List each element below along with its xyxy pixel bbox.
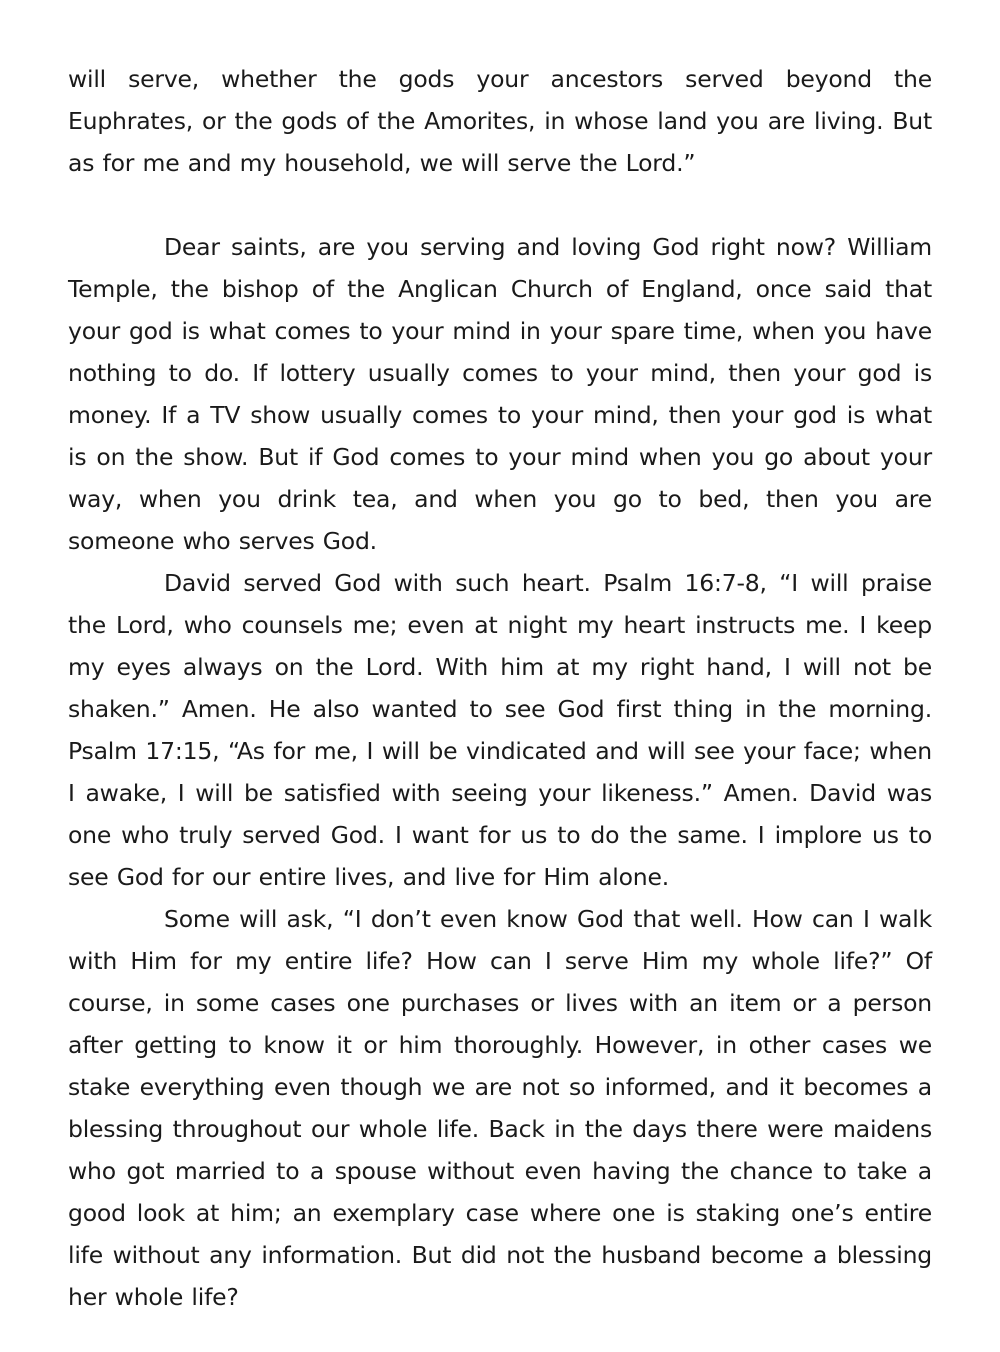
paragraph-some-will-ask: Some will ask, “I don’t even know God that well. How can I walk with Him for my entire life? How can I serve Him my whole life?” Of course, in some cases one purchases or lives with an item or a person after getting to know it or him thoroughly. However, in other cases we stake everything even though we are not so informed, and it becomes a blessing throughout our whole life. Back in the days there were maidens who got married to a spouse without even having the chance to take a good look at him; an exemplary case where one is staking one’s entire life without any information. But did not the husband become a blessing her whole life? [68,905,932,1311]
paragraph-continuation: will serve, whether the gods your ancestors served beyond the Euphrates, or the gods of the Amorites, in whose land you are living. But as for me and my household, we will serve the Lord.” [68,65,932,177]
paragraph-william-temple: Dear saints, are you serving and loving God right now? William Temple, the bishop of the Anglican Church of England, once said that your god is what comes to your mind in your spare time, when you have nothing to do. If lottery usually comes to your mind, then your god is money. If a TV show usually comes to your mind, then your god is what is on the show. But if God comes to your mind when you go about your way, when you drink tea, and when you go to bed, then you are someone who serves God. [68,233,932,555]
paragraph-david-served-god: David served God with such heart. Psalm 16:7-8, “I will praise the Lord, who counsels me; even at night my heart instructs me. I keep my eyes always on the Lord. With him at my right hand, I will not be shaken.” Amen. He also wanted to see God first thing in the morning. Psalm 17:15, “As for me, I will be vindicated and will see your face; when I awake, I will be satisfied with seeing your likeness.” Amen. David was one who truly served God. I want for us to do the same. I implore us to see God for our entire lives, and live for Him alone. [68,569,932,891]
document-page [68,58,932,1318]
